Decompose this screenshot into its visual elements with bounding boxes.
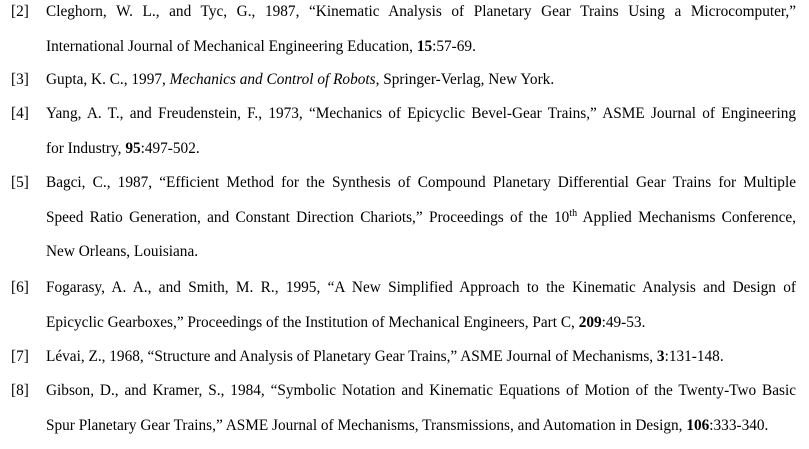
- reference-text: [46, 340, 796, 375]
- ordinal-superscript: th: [569, 207, 578, 219]
- volume-number: 209: [578, 313, 602, 331]
- reference-text: [46, 97, 796, 166]
- reference-number: [4]: [11, 105, 29, 122]
- reference-line: [46, 201, 796, 236]
- volume-number: 15: [416, 37, 433, 55]
- reference-line: Fogarasy, A. A., and Smith, M. R., 1995, “A New Simplified Approach to the Kinematic Analysis and Design of: [46, 279, 796, 296]
- reference-line: [46, 132, 796, 167]
- reference-text: [46, 374, 796, 443]
- reference-text-segment: :333-340.: [709, 416, 769, 434]
- reference-text-segment: :49-53.: [601, 313, 646, 331]
- reference-line: [46, 63, 796, 98]
- reference-line: [46, 340, 796, 375]
- reference-text: [46, 271, 796, 340]
- reference-line: [46, 30, 796, 65]
- reference-number: [2]: [11, 3, 29, 20]
- reference-line: Bagci, C., 1987, “Efficient Method for the Synthesis of Compound Planetary Differential Gear Trains for Multiple: [46, 174, 796, 191]
- reference-text: [46, 166, 796, 270]
- reference-line: Gibson, D., and Kramer, S., 1984, “Symbolic Notation and Kinematic Equations of Motion of the Twenty-Two Basic: [46, 382, 796, 399]
- reference-line: New Orleans, Louisiana.: [46, 243, 199, 260]
- reference-line: Yang, A. T., and Freudenstein, F., 1973, “Mechanics of Epicyclic Bevel-Gear Trains,” ASME Journal of Engineering: [46, 105, 796, 122]
- reference-line: [46, 306, 796, 341]
- reference-text-segment: :497-502.: [140, 139, 200, 157]
- reference-text-segment: :57-69.: [432, 37, 476, 55]
- reference-text-segment: Speed Ratio Generation, and Constant Direction Chariots,” Proceedings of the 10: [46, 208, 570, 226]
- reference-number: [8]: [11, 382, 29, 399]
- reference-number: [3]: [11, 71, 29, 88]
- reference-text: [46, 63, 796, 98]
- reference-text-segment: Gupta, K. C., 1997,: [46, 71, 170, 88]
- book-title: Mechanics and Control of Robots: [169, 71, 376, 88]
- volume-number: 3: [656, 348, 665, 365]
- reference-line: [46, 409, 796, 444]
- reference-text-segment: Spur Planetary Gear Trains,” ASME Journal of Mechanisms, Transmissions, and Automation in Design,: [46, 416, 687, 434]
- reference-text-segment: International Journal of Mechanical Engineering Education,: [46, 37, 417, 55]
- reference-line: Cleghorn, W. L., and Tyc, G., 1987, “Kinematic Analysis of Planetary Gear Trains Using a Microcomputer,”: [46, 3, 796, 20]
- reference-text-segment: Lévai, Z., 1968, “Structure and Analysis of Planetary Gear Trains,” ASME Journal of Mechanisms,: [46, 348, 657, 365]
- reference-number: [5]: [11, 174, 29, 191]
- reference-text-segment: Applied Mechanisms Conference,: [577, 208, 796, 226]
- reference-text-segment: Epicyclic Gearboxes,” Proceedings of the Institution of Mechanical Engineers, Part C,: [46, 313, 579, 331]
- reference-number: [6]: [11, 279, 29, 296]
- reference-text-segment: for Industry,: [46, 139, 126, 157]
- reference-text-segment: , Springer-Verlag, New York.: [375, 71, 555, 88]
- reference-number: [7]: [11, 348, 29, 365]
- reference-text-segment: :131-148.: [664, 348, 724, 365]
- volume-number: 106: [686, 416, 710, 434]
- reference-text: [46, 0, 796, 64]
- volume-number: 95: [125, 139, 141, 157]
